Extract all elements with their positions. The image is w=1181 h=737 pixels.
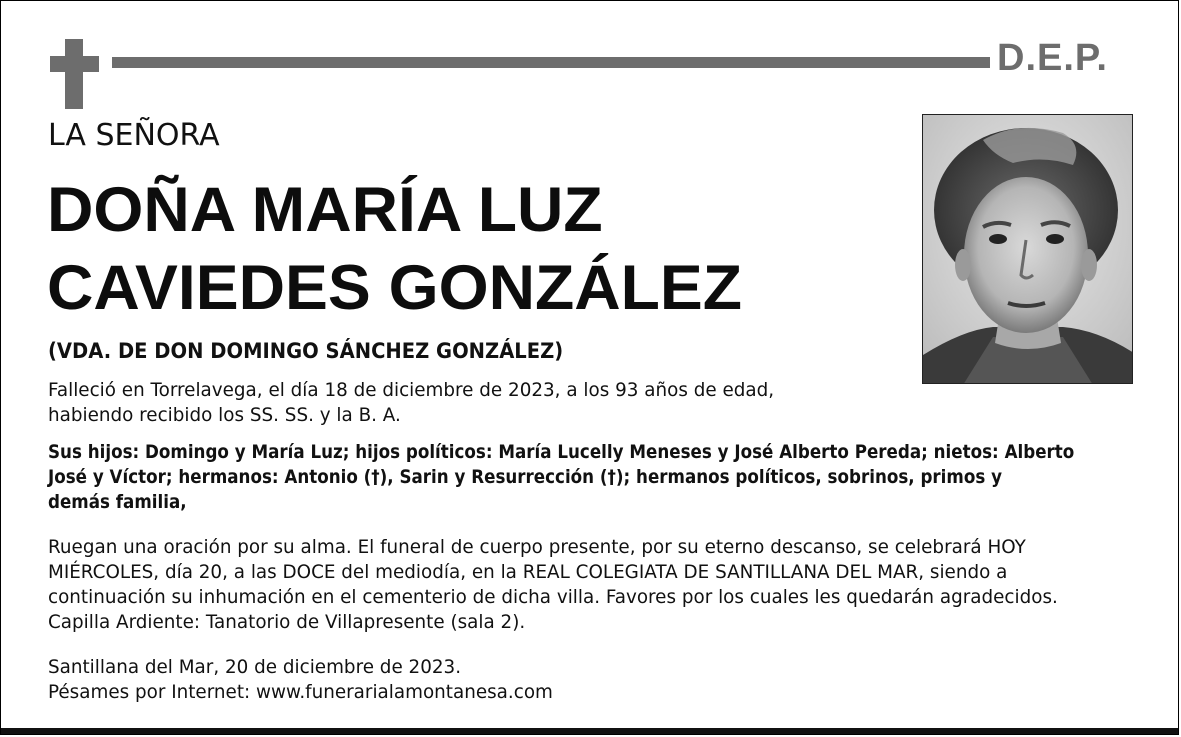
condolences-link: Pésames por Internet: www.funerarialamontanesa.com	[48, 681, 553, 703]
place-date-line: Santillana del Mar, 20 de diciembre de 2023.	[48, 656, 462, 678]
name-line: DOÑA MARÍA LUZ	[47, 175, 603, 245]
text-line: MIÉRCOLES, día 20, a las DOCE del mediodía, en la REAL COLEGIATA DE SANTILLANA DEL MAR, siendo a	[48, 561, 1008, 583]
header-rule	[112, 57, 990, 68]
dep-label: D.E.P.	[997, 37, 1108, 79]
text-line: continuación su inhumación en el cementerio de dicha villa. Favores por los cuales les quedarán agradecidos.	[48, 586, 1058, 608]
notice-footer	[48, 655, 553, 705]
ceremony-details	[48, 535, 1058, 635]
text-line: Sus hijos: Domingo y María Luz; hijos políticos: María Lucelly Meneses y José Alberto Pereda; nietos: Alberto	[48, 441, 1075, 463]
text-line: Capilla Ardiente: Tanatorio de Villapresente (sala 2).	[48, 611, 526, 633]
bottom-border	[1, 728, 1178, 734]
text-line: demás familia,	[48, 491, 187, 513]
portrait-image	[923, 115, 1133, 384]
text-line: José y Víctor; hermanos: Antonio (†), Sarin y Resurrección (†); hermanos políticos, sobrinos, primos y	[48, 466, 1002, 488]
cross-icon	[50, 39, 99, 109]
family-list	[48, 440, 1074, 515]
deceased-name	[47, 171, 742, 327]
widow-of-line: (VDA. DE DON DOMINGO SÁNCHEZ GONZÁLEZ)	[48, 339, 564, 363]
death-details	[48, 378, 774, 428]
text-line: Ruegan una oración por su alma. El funeral de cuerpo presente, por su eterno descanso, se celebrará HOY	[48, 536, 1026, 558]
text-line: Falleció en Torrelavega, el día 18 de diciembre de 2023, a los 93 años de edad,	[48, 379, 775, 401]
text-line: habiendo recibido los SS. SS. y la B. A.	[48, 404, 401, 426]
name-line: CAVIEDES GONZÁLEZ	[47, 253, 743, 323]
honorific-prefix: LA SEÑORA	[48, 118, 220, 153]
portrait-photo	[922, 114, 1133, 384]
